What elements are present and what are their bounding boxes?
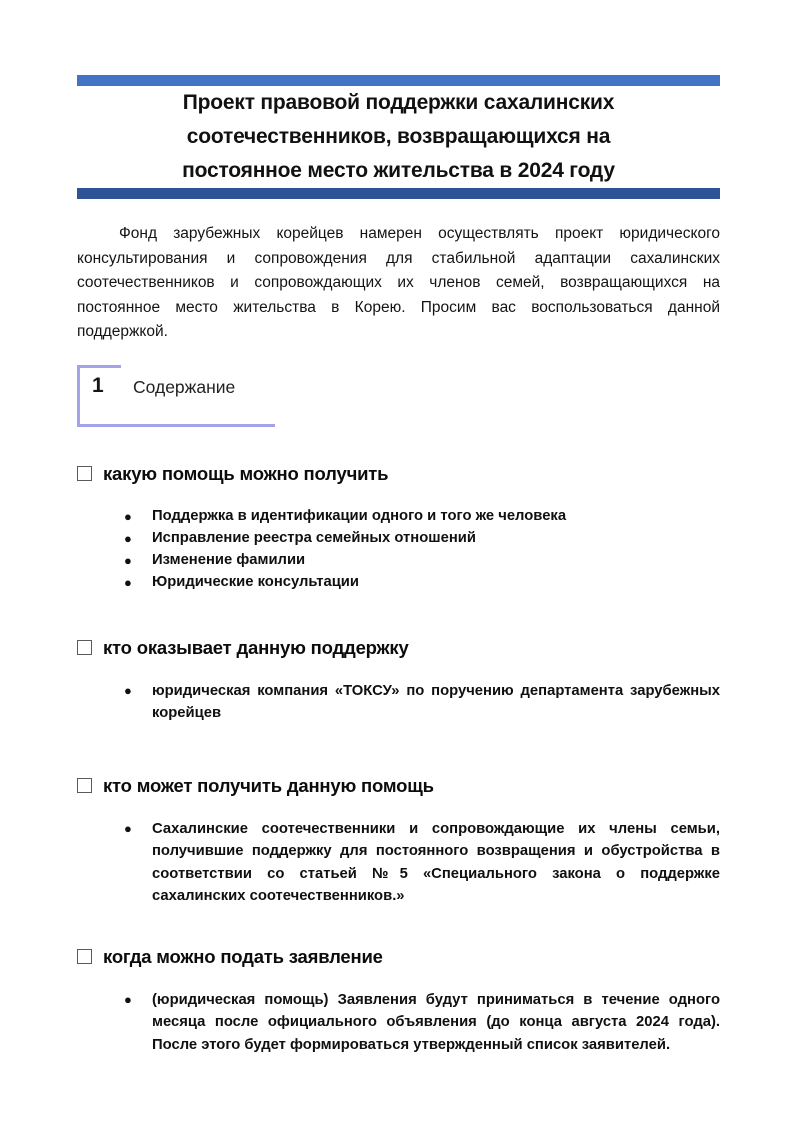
bullet-list-help-types <box>77 506 720 593</box>
section-header-label: когда можно подать заявление <box>103 945 383 967</box>
list-item-text: Поддержка в идентификации одного и того же человека <box>152 507 567 524</box>
document-title <box>77 86 720 188</box>
bullet-icon: ● <box>124 574 132 590</box>
list-item-text: Сахалинские соотечественники и сопровождающие их члены семьи, получившие поддержку для постоянного возвращения и обустройства в соответствии со статьей №5 «Специального закона о поддержке сахалинских соотечественников.» <box>152 820 720 904</box>
list-item-text: (юридическая помощь) Заявления будут приниматься в течение одного месяца после официального объявления (до конца августа 2024 года). После этого будет формироваться утвержденный список заявителей. <box>152 991 720 1053</box>
bullet-icon: ● <box>124 508 132 524</box>
bullet-list-eligibility <box>77 818 720 908</box>
checkbox-icon <box>77 640 92 655</box>
list-item <box>77 680 720 725</box>
bullet-icon: ● <box>124 552 132 568</box>
bullet-icon: ● <box>124 682 132 698</box>
list-item-text: Исправление реестра семейных отношений <box>152 529 476 546</box>
title-line: постоянное место жительства в 2024 году <box>182 159 615 182</box>
bullet-list-application-period <box>77 989 720 1057</box>
bullet-icon: ● <box>124 820 132 836</box>
section-header-label: кто может получить данную помощь <box>103 774 434 796</box>
top-accent-bar <box>77 75 720 86</box>
list-item <box>77 572 720 593</box>
list-item-text: юридическая компания «ТОКСУ» по поручению департамента зарубежных корейцев <box>152 682 720 721</box>
bullet-icon: ● <box>124 530 132 546</box>
list-item <box>77 506 720 527</box>
section-header-label: кто оказывает данную поддержку <box>103 636 409 658</box>
section-header-eligibility <box>77 775 720 797</box>
section-header-label: какую помощь можно получить <box>103 462 389 484</box>
title-line: соотечественников, возвращающихся на <box>186 125 611 148</box>
intro-paragraph: Фонд зарубежных корейцев намерен осуществлять проект юридического консультирования и сопровождения для стабильной адаптации сахалинских соотечественников и сопровождающих их членов семей, возвращающихся на постоянное место жительства в Корею. Просим вас воспользоваться данной поддержкой. <box>77 225 720 340</box>
title-line: Проект правовой поддержки сахалинских <box>182 91 615 114</box>
bullet-icon: ● <box>124 991 132 1007</box>
bottom-accent-bar <box>77 188 720 199</box>
checkbox-icon <box>77 778 92 793</box>
checkbox-icon <box>77 949 92 964</box>
section-header-application-period <box>77 946 720 968</box>
toc-box <box>77 365 275 427</box>
section-header-provider <box>77 637 720 659</box>
list-item <box>77 818 720 908</box>
list-item <box>77 989 720 1057</box>
section-header-help-types <box>77 463 720 485</box>
checkbox-icon <box>77 466 92 481</box>
toc-number: 1 <box>92 373 104 397</box>
bullet-list-provider <box>77 680 720 725</box>
list-item <box>77 528 720 549</box>
toc-label: Содержание <box>133 376 236 397</box>
list-item-text: Изменение фамилии <box>152 551 306 568</box>
toc-box-top-edge <box>77 365 121 368</box>
list-item-text: Юридические консультации <box>152 573 359 590</box>
list-item <box>77 550 720 571</box>
